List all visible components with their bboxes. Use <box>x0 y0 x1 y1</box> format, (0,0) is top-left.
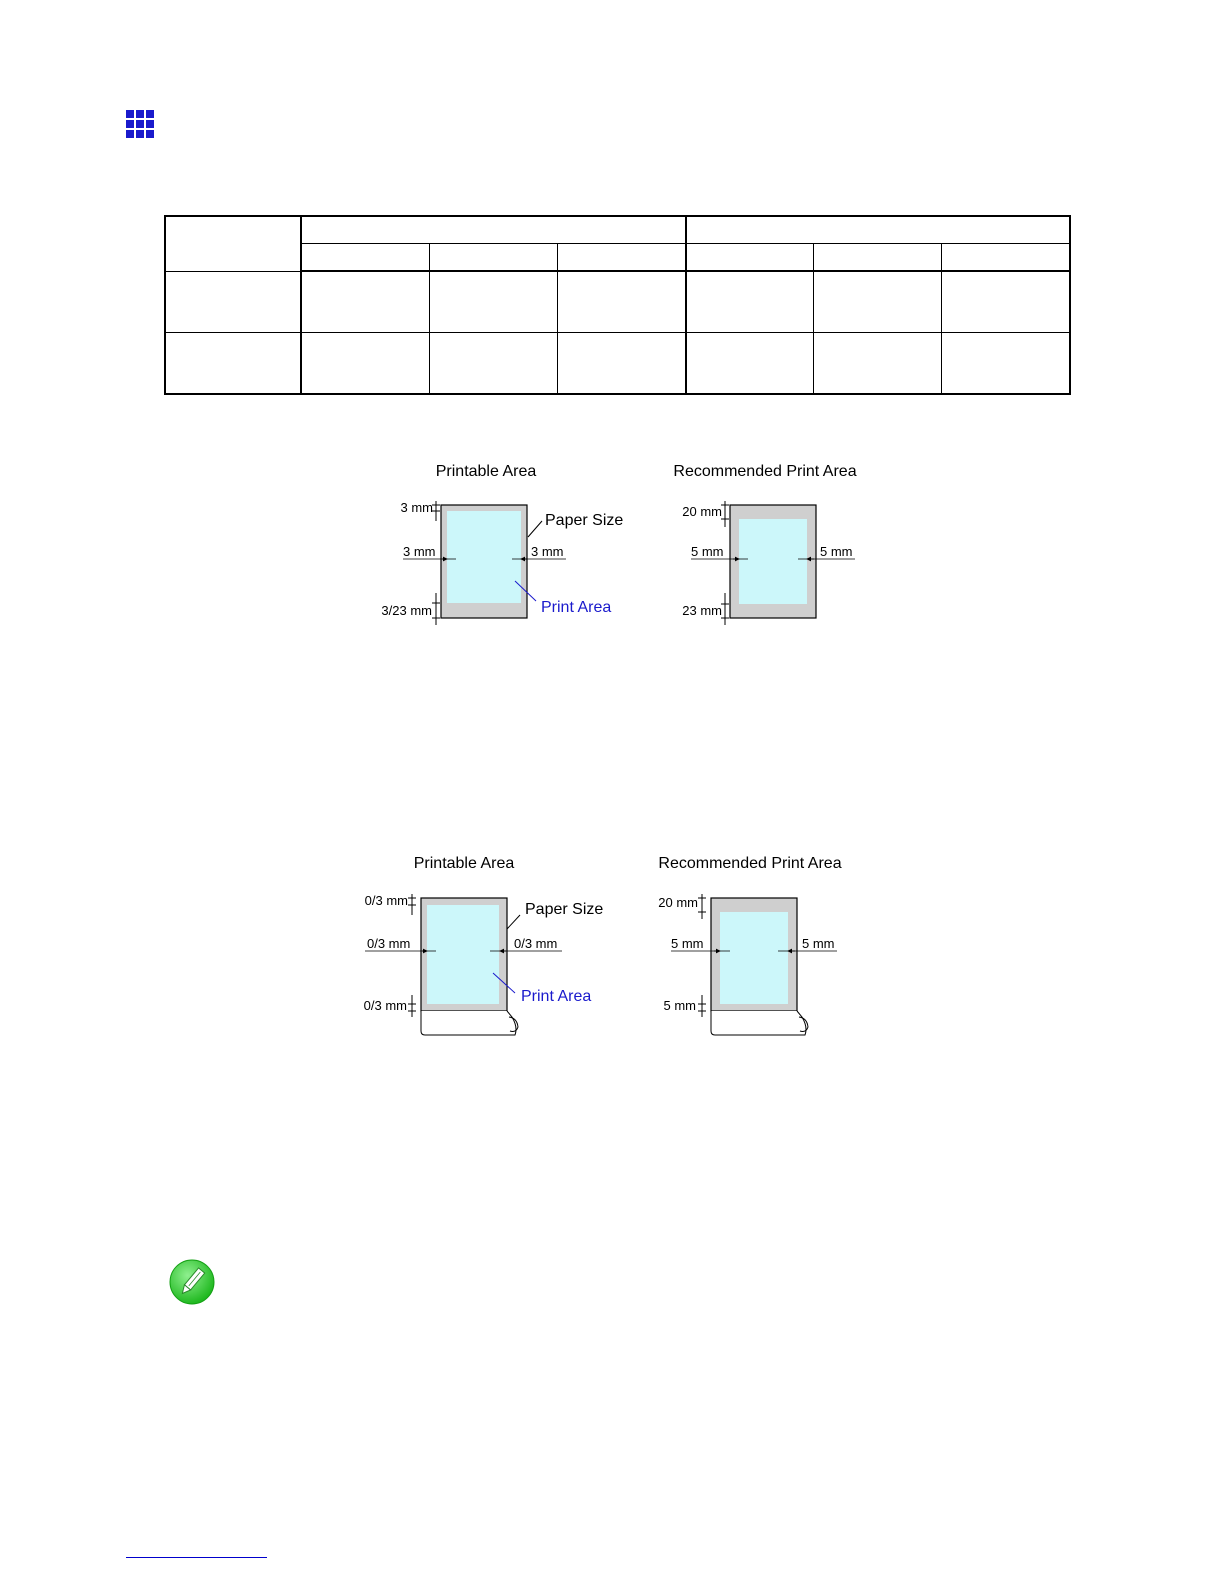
table-cell <box>814 244 942 272</box>
table-cell <box>686 271 814 333</box>
print-area-rect <box>447 511 521 603</box>
right-margin-label: 3 mm <box>531 544 564 559</box>
table-cell <box>429 244 557 272</box>
table-cell <box>686 216 1070 244</box>
table-cell <box>557 271 685 333</box>
table-cell <box>942 333 1070 395</box>
printable-area-title: Printable Area <box>413 855 515 872</box>
bottom-margin-label: 5 mm <box>663 998 696 1013</box>
table-cell <box>686 333 814 395</box>
table-cell <box>942 244 1070 272</box>
table-cell <box>557 244 685 272</box>
table-cell <box>429 333 557 395</box>
top-margin-label: 0/3 mm <box>364 893 408 908</box>
right-margin-label: 0/3 mm <box>514 936 558 951</box>
table-cell <box>557 333 685 395</box>
top-margin-label: 20 mm <box>658 895 698 910</box>
table-cell <box>165 333 301 395</box>
paper-size-label: Paper Size <box>545 512 624 529</box>
paper-roll-curl <box>421 1011 516 1035</box>
footer-link-underline[interactable] <box>126 1557 267 1558</box>
table-row <box>165 244 1070 272</box>
table-cell <box>165 216 301 271</box>
paper-size-label: Paper Size <box>525 901 604 918</box>
left-margin-label: 5 mm <box>691 544 724 559</box>
table-cell <box>814 333 942 395</box>
right-margin-label: 5 mm <box>802 936 835 951</box>
print-area-rect <box>739 519 807 604</box>
margin-spec-table <box>164 215 1071 395</box>
table-cell <box>301 216 685 244</box>
left-margin-label: 3 mm <box>403 544 436 559</box>
print-area-rect <box>720 912 788 1004</box>
paper-roll-curl <box>711 1011 806 1035</box>
left-margin-label: 0/3 mm <box>367 936 411 951</box>
table-row <box>165 333 1070 395</box>
left-margin-label: 5 mm <box>671 936 704 951</box>
table-cell <box>301 271 429 333</box>
pencil-note-icon <box>168 1258 216 1306</box>
table-row <box>165 216 1070 244</box>
bottom-margin-label: 0/3 mm <box>363 998 407 1013</box>
bottom-margin-label: 3/23 mm <box>381 603 432 618</box>
table-cell <box>942 271 1070 333</box>
table-row <box>165 271 1070 333</box>
print-area-label: Print Area <box>541 599 612 616</box>
recommended-area-title: Recommended Print Area <box>658 855 842 872</box>
recommended-area-title: Recommended Print Area <box>673 463 857 480</box>
table-cell <box>686 244 814 272</box>
top-margin-label: 20 mm <box>682 504 722 519</box>
bottom-margin-label: 23 mm <box>682 603 722 618</box>
roll-print-area-figure <box>350 847 870 1042</box>
grid-icon <box>126 110 154 138</box>
top-margin-label: 3 mm <box>400 500 433 515</box>
table-cell <box>165 271 301 333</box>
table-cell <box>301 244 429 272</box>
right-margin-label: 5 mm <box>820 544 853 559</box>
sheet-print-area-figure <box>370 455 870 635</box>
print-area-label: Print Area <box>521 988 592 1005</box>
table-cell <box>429 271 557 333</box>
printable-area-title: Printable Area <box>435 463 537 480</box>
table-cell <box>814 271 942 333</box>
print-area-rect <box>427 905 499 1004</box>
table-cell <box>301 333 429 395</box>
